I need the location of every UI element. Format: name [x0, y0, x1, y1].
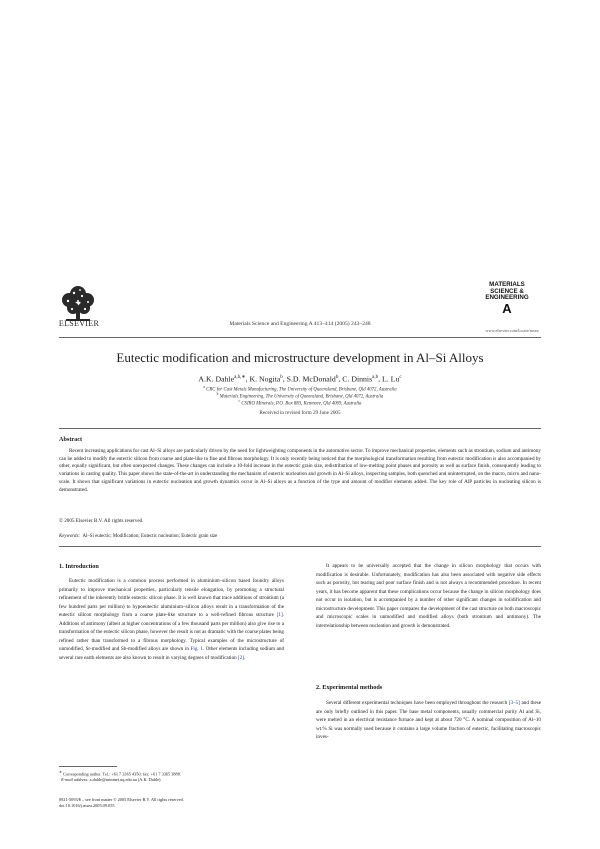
affiliation-mark: b [216, 392, 219, 396]
doi-line[interactable]: doi:10.1016/j.msea.2005.09.055 [59, 803, 115, 809]
author-separator: , [338, 374, 343, 384]
text-run: and these are only briefly outlined in this paper. The base metal components, usually commercial purity Al and Si, were melted in an electrical resistance furnace and kept at about 720 °C. A nominal composition of Al–10 wt.% Si was normally used because it contains a large volume fraction of eutectic, facilitating macroscopic inves- [316, 700, 542, 740]
copyright-notice: © 2005 Elsevier B.V. All rights reserved. [59, 518, 144, 524]
footnote-line [59, 769, 284, 777]
journal-logo [480, 282, 534, 316]
journal-citation: Materials Science and Engineering A 413–414 (2005) 243–248 [229, 321, 371, 327]
footnote-line [59, 777, 284, 783]
experimental-paragraph [316, 699, 541, 742]
introduction-paragraph [59, 577, 284, 662]
author-separator: , [378, 374, 383, 384]
affiliation-text: CSIRO Minerals, P.O. Box 883, Kenmore, Qld 4069, Australia [240, 401, 362, 407]
author-name: S.D. McDonald [286, 374, 336, 384]
abstract-heading: Abstract [59, 436, 83, 443]
affiliation-mark: a [203, 385, 205, 389]
text-run: Eutectic modification is a common process performed in aluminium–silicon based foundry alloys primarily to improve mechanical properties, particularly tensile elongation, by promoting a structural refinement of the inherently brittle eutectic silicon phase. It is well known that trace additions of strontium (a few hundred parts per million) to hypoeutectic aluminium–silicon alloys result in a transformation of the eutectic silicon morphology from a coarse plate-like structure to a well-refined fibrous structure [59, 578, 284, 618]
affiliation-text: Materials Engineering, The University of Queensland, Brisbane, Qld 4072, Australia [218, 394, 384, 400]
keywords-list: Al–Si eutectic; Modification; Eutectic nucleation; Eutectic grain size [82, 534, 218, 539]
affiliation-mark: c [238, 399, 241, 403]
journal-logo-line1: MATERIALS [489, 281, 525, 288]
text-run: . Other elements including sodium and several rare earth elements are also known to result in varying degrees of modification [59, 646, 285, 661]
text-run: Several different experimental techniques have been employed throughout the research [326, 700, 509, 706]
author-name: C. Dinnis [342, 374, 373, 384]
journal-logo-line3: ENGINEERING [485, 294, 529, 302]
author-list [0, 374, 600, 384]
author-separator: , [245, 374, 250, 384]
text-run: . [244, 654, 246, 661]
text-run: . Additions of antimony (albeit at higher concentrations of a few thousand parts per million) also give rise to a transformation of the eutectic silicon phase, however the result is not as dramatic with the coarse plates being refined rather than transformed to a fibrous morphology. Typical examples of the microstructure of unmodified, Sr-modified and Sb-modified alloys are shown in [59, 612, 284, 652]
affiliation-text: CRC for Cast Metals Manufacturing, The University of Queensland, Brisbane, Qld 4072, Australia [204, 387, 397, 393]
reference-link[interactable]: [2] [238, 654, 244, 661]
author-name: L. Lu [382, 374, 400, 384]
footnote-rule [59, 766, 117, 767]
author-name: K. Nogita [249, 374, 281, 384]
experimental-text [316, 699, 541, 742]
right-column-text [316, 562, 541, 630]
affiliation [0, 399, 600, 407]
issn-line: 0921-5093/$ – see front matter © 2005 Elsevier B.V. All rights reserved. [59, 797, 184, 802]
footnote-contact: Corresponding author. Tel.: +61 7 3365 4350; fax: +61 7 3365 3888. [62, 771, 181, 777]
reference-link[interactable]: [1] [276, 612, 283, 618]
author-separator: , [282, 374, 287, 384]
section-heading-experimental-methods: 2. Experimental methods [316, 684, 383, 691]
keywords-label: Keywords: [59, 534, 81, 539]
journal-logo-line2: SCIENCE & [490, 287, 524, 295]
abstract-bottom-rule [59, 546, 541, 547]
email-address[interactable]: a.dahle@minmet.uq.edu.au (A.K. Dahle). [88, 777, 162, 783]
author-affiliation-mark: a,b,∗ [234, 375, 246, 380]
reference-link[interactable]: [3–5] [508, 700, 520, 706]
author-affiliation-mark: b [335, 375, 339, 380]
author-name: A.K. Dahle [198, 374, 235, 384]
abstract-top-rule [59, 428, 541, 429]
introduction-text [59, 577, 284, 662]
article-title: Eutectic modification and microstructure development in Al–Si Alloys [116, 350, 484, 365]
abstract-paragraph: Recent increasing applications for cast Al–Si alloys are particularly driven by the need for lightweighting components in the automotive sector. To improve mechanical properties, elements such as strontium, sodium and antimony can be added to modify the eutectic silicon from coarse and plate-like to fine and fibrous morphology. It is only recently being noticed that the morphological transformation resulting from eutectic modification is also accompanied by other, equally significant, but often unexpected changes. These changes can include a 10-fold increase in the eutectic grain size, redistribution of low-melting point phases and porosity as well as surface finish, consequently leading to variations in casting quality. This paper shows the state-of-the-art in understanding the mechanism of eutectic nucleation and growth in Al–Si alloys, inspecting samples, both quenched and uninterrupted, on the macro, micro and nano-scale. It shows that significant variations in eutectic nucleation and growth dynamics occur in Al–Si alloys as a function of the type and amount of modifier elements added. The key role of AlP particles in nucleating silicon is demonstrated. [59, 448, 541, 493]
header-rule [59, 337, 541, 338]
issn-doi-block [59, 797, 289, 809]
author-affiliation-mark: c [399, 375, 402, 380]
received-date: Received in revised form 29 June 2005 [259, 410, 341, 416]
keywords [59, 534, 217, 539]
section-heading-introduction: 1. Introduction [59, 563, 99, 570]
publisher-logo-text: ELSEVIER [58, 319, 100, 328]
body-paragraph: It appears to be universally accepted that the change in silicon morphology that occurs with modification is desirable. Unfortunately, modification has also been associated with negative side effects such as porosity, hot tearing and poor surface finish and is not always a recommended procedure. In recent years, it has become apparent that these complications occur because the change in silicon morphology does not occur in isolation, but is accompanied by a number of other significant changes in solidification and microstructure development. This paper compares the development of the cast structure on both macroscopic and microscopic scales in unmodified and modified alloys (both strontium and antimony). The interrelationship between nucleation and growth is demonstrated. [316, 563, 541, 629]
journal-logo-letter: A [502, 300, 512, 316]
abstract-body [59, 448, 541, 494]
figure-link[interactable]: Fig. 1 [190, 646, 203, 652]
footnote-mark: ∗ [59, 770, 62, 774]
author-affiliation-mark: b [280, 375, 283, 380]
journal-url: www.elsevier.com/locate/msea [485, 328, 539, 333]
corresponding-author-footnote [59, 769, 284, 783]
email-label: E-mail address: [61, 777, 89, 783]
author-affiliation-mark: a,b [372, 375, 379, 380]
